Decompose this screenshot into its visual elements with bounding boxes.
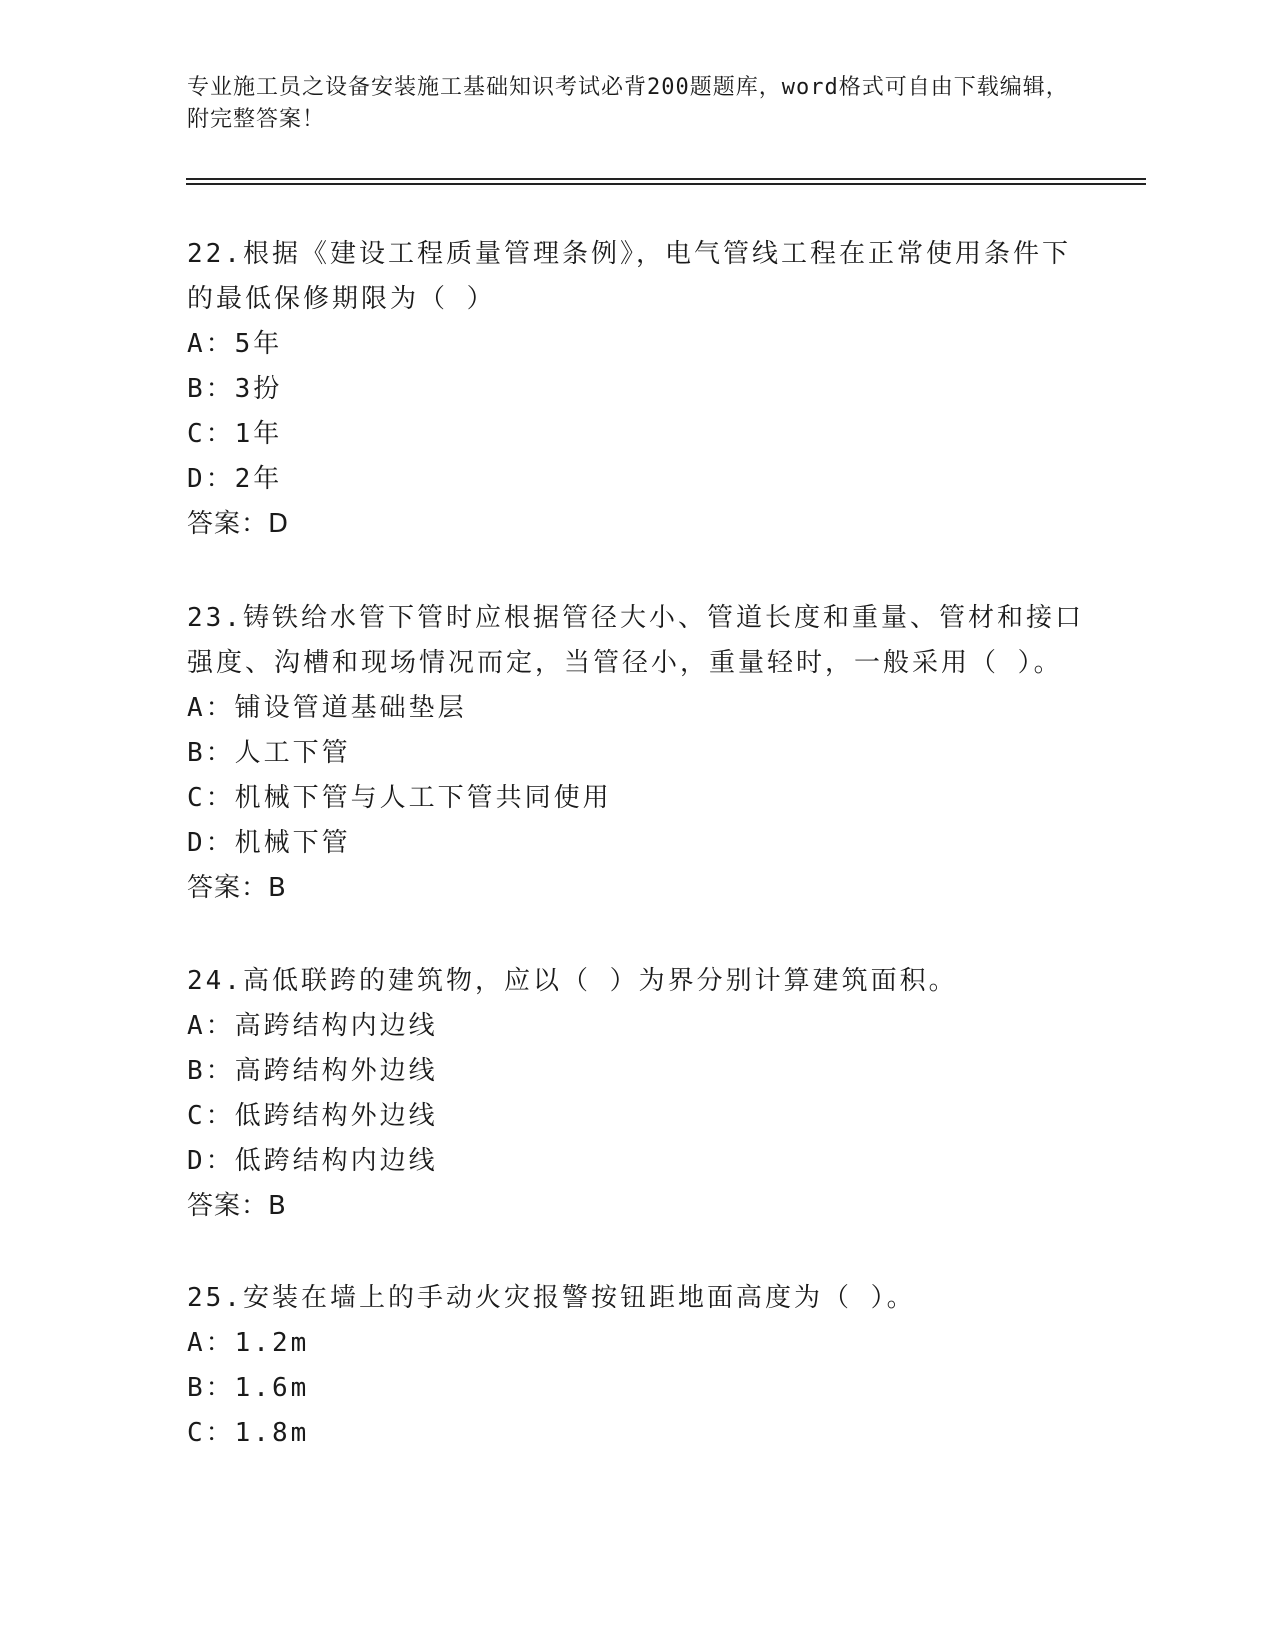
- option-a: A：1.2m: [187, 1328, 310, 1358]
- header-divider-bottom: [186, 183, 1146, 185]
- option-b: B：1.6m: [187, 1373, 310, 1403]
- question-stem: 25.安装在墙上的手动火灾报警按钮距地面高度为（ ）。: [187, 1283, 916, 1313]
- answer-line: 答案：B: [187, 1191, 287, 1221]
- option-c: C：机械下管与人工下管共同使用: [187, 783, 612, 813]
- option-a: A：铺设管道基础垫层: [187, 693, 467, 723]
- option-d: D：2年: [187, 464, 283, 494]
- answer-line: 答案：D: [187, 509, 290, 539]
- question-stem: 22.根据《建设工程质量管理条例》，电气管线工程在正常使用条件下的最低保修期限为（ ）: [187, 239, 1071, 314]
- question-stem: 23.铸铁给水管下管时应根据管径大小、管道长度和重量、管材和接口强度、沟槽和现场情况而定，当管径小，重量轻时，一般采用（ ）。: [187, 603, 1084, 678]
- option-d: D：低跨结构内边线: [187, 1146, 438, 1176]
- option-b: B：人工下管: [187, 738, 351, 768]
- answer-line: 答案：B: [187, 873, 287, 903]
- question-stem: 24.高低联跨的建筑物，应以（ ）为界分别计算建筑面积。: [187, 966, 958, 996]
- option-c: C：1.8m: [187, 1418, 310, 1448]
- header-divider-top: [186, 178, 1146, 180]
- question-22: [187, 232, 1087, 547]
- option-c: C：1年: [187, 419, 283, 449]
- question-24: [187, 959, 1087, 1229]
- option-b: B：高跨结构外边线: [187, 1056, 438, 1086]
- option-d: D：机械下管: [187, 828, 351, 858]
- option-c: C：低跨结构外边线: [187, 1101, 438, 1131]
- document-title: 专业施工员之设备安装施工基础知识考试必背200题题库，word格式可自由下载编辑，附完整答案！: [187, 75, 1069, 132]
- option-a: A：高跨结构内边线: [187, 1011, 438, 1041]
- question-25: [187, 1276, 1087, 1456]
- option-a: A：5年: [187, 329, 283, 359]
- option-b: B：3扮: [187, 374, 283, 404]
- question-23: [187, 596, 1087, 911]
